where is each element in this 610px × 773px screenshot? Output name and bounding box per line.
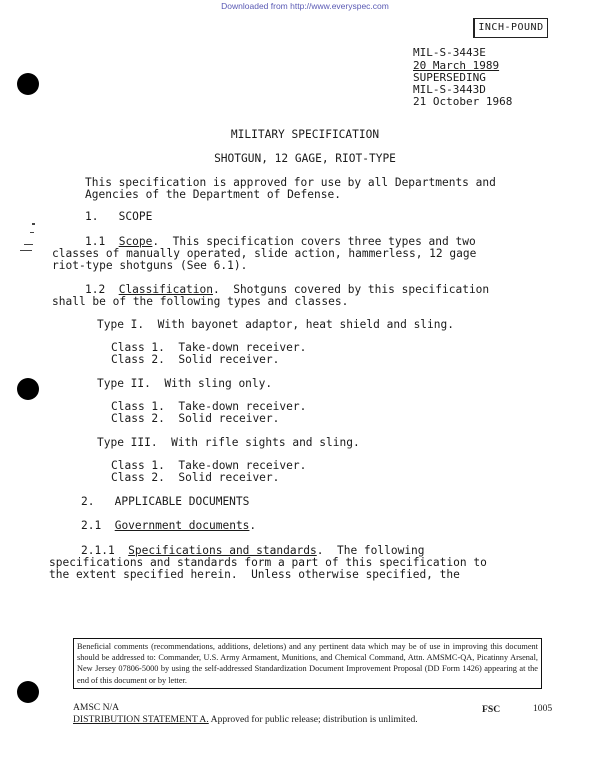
para-2-1-end: . bbox=[249, 519, 257, 532]
inch-pound-stamp: INCH-POUND bbox=[473, 18, 548, 38]
para-2-1-1-number: 2.1.1 bbox=[81, 544, 115, 557]
doc-date: 20 March 1989 bbox=[413, 59, 500, 72]
para-1-1-text: . This specification covers three types and two bbox=[152, 235, 476, 248]
spec-title: MILITARY SPECIFICATION bbox=[230, 128, 380, 141]
type-1-class-2: Class 2. Solid receiver. bbox=[111, 353, 280, 366]
punch-hole-top bbox=[17, 73, 39, 95]
distribution-label: DISTRIBUTION STATEMENT A. bbox=[73, 714, 209, 725]
scan-speck bbox=[30, 232, 34, 233]
para-1-1-line-3: riot-type shotguns (See 6.1). bbox=[52, 259, 248, 272]
para-2-1-title: Government documents bbox=[114, 519, 250, 532]
approval-line-1: This specification is approved for use by all Departments and bbox=[85, 176, 496, 189]
type-3-label: Type III. With rifle sights and sling. bbox=[97, 436, 360, 449]
type-1-label: Type I. With bayonet adaptor, heat shield and sling. bbox=[97, 318, 454, 331]
para-1-1-number: 1.1 bbox=[85, 235, 106, 248]
distribution-statement bbox=[73, 714, 418, 725]
section-1-heading: 1. SCOPE bbox=[85, 210, 153, 223]
type-3-class-2: Class 2. Solid receiver. bbox=[111, 471, 280, 484]
source-watermark: Downloaded from http://www.everyspec.com bbox=[221, 1, 389, 11]
para-2-1-1-line-3: the extent specified herein. Unless otherwise specified, the bbox=[49, 568, 460, 581]
type-2-class-2: Class 2. Solid receiver. bbox=[111, 412, 280, 425]
punch-hole-middle bbox=[17, 378, 39, 400]
para-1-2-text: . Shotguns covered by this specification bbox=[213, 283, 490, 296]
superseded-date: 21 October 1968 bbox=[413, 95, 513, 108]
type-1-class-1: Class 1. Take-down receiver. bbox=[111, 341, 307, 354]
para-2-1-1-title: Specifications and standards bbox=[128, 544, 317, 557]
para-1-1-title: Scope bbox=[118, 235, 153, 248]
fsc-label: FSC bbox=[482, 704, 501, 715]
para-1-2-number: 1.2 bbox=[85, 283, 106, 296]
para-2-1-1-line-2: specifications and standards form a part of this specification to bbox=[49, 556, 487, 569]
spec-subtitle: SHOTGUN, 12 GAGE, RIOT-TYPE bbox=[214, 152, 396, 165]
para-1-2-line-2: shall be of the following types and classes. bbox=[52, 295, 349, 308]
type-2-label: Type II. With sling only. bbox=[97, 377, 273, 390]
para-2-1-number: 2.1 bbox=[81, 519, 102, 532]
scan-speck bbox=[24, 244, 33, 245]
doc-number: MIL-S-3443E bbox=[413, 46, 486, 59]
section-2-heading: 2. APPLICABLE DOCUMENTS bbox=[81, 495, 250, 508]
fsc-value: 1005 bbox=[533, 703, 553, 714]
amsc-label: AMSC N/A bbox=[73, 702, 120, 713]
type-2-class-1: Class 1. Take-down receiver. bbox=[111, 400, 307, 413]
punch-hole-bottom bbox=[17, 681, 39, 703]
superseding-label: SUPERSEDING bbox=[413, 71, 486, 84]
distribution-text: Approved for public release; distribution is unlimited. bbox=[208, 714, 418, 725]
comments-notice-box: Beneficial comments (recommendations, additions, deletions) and any pertinent data which may be of use in improving this document should be addressed to: Commander, U.S. Army Armament, Munitions, and Chemical Command, Attn. AMSMC-QA, Picatinny Arsenal, New Jersey 07806-5000 by using the self-addressed Standardization Document Improvement Proposal (DD Form 1426) appearing at the end of this document or by letter. bbox=[73, 638, 542, 689]
scan-speck bbox=[20, 250, 32, 251]
scan-speck bbox=[32, 223, 35, 225]
para-2-1-1-text: . The following bbox=[316, 544, 425, 557]
type-3-class-1: Class 1. Take-down receiver. bbox=[111, 459, 307, 472]
superseded-number: MIL-S-3443D bbox=[413, 83, 486, 96]
para-1-2-title: Classification bbox=[118, 283, 213, 296]
para-2-1 bbox=[81, 519, 256, 532]
approval-line-2: Agencies of the Department of Defense. bbox=[85, 188, 341, 201]
para-1-1-line-2: classes of manually operated, slide action, hammerless, 12 gage bbox=[52, 247, 477, 260]
